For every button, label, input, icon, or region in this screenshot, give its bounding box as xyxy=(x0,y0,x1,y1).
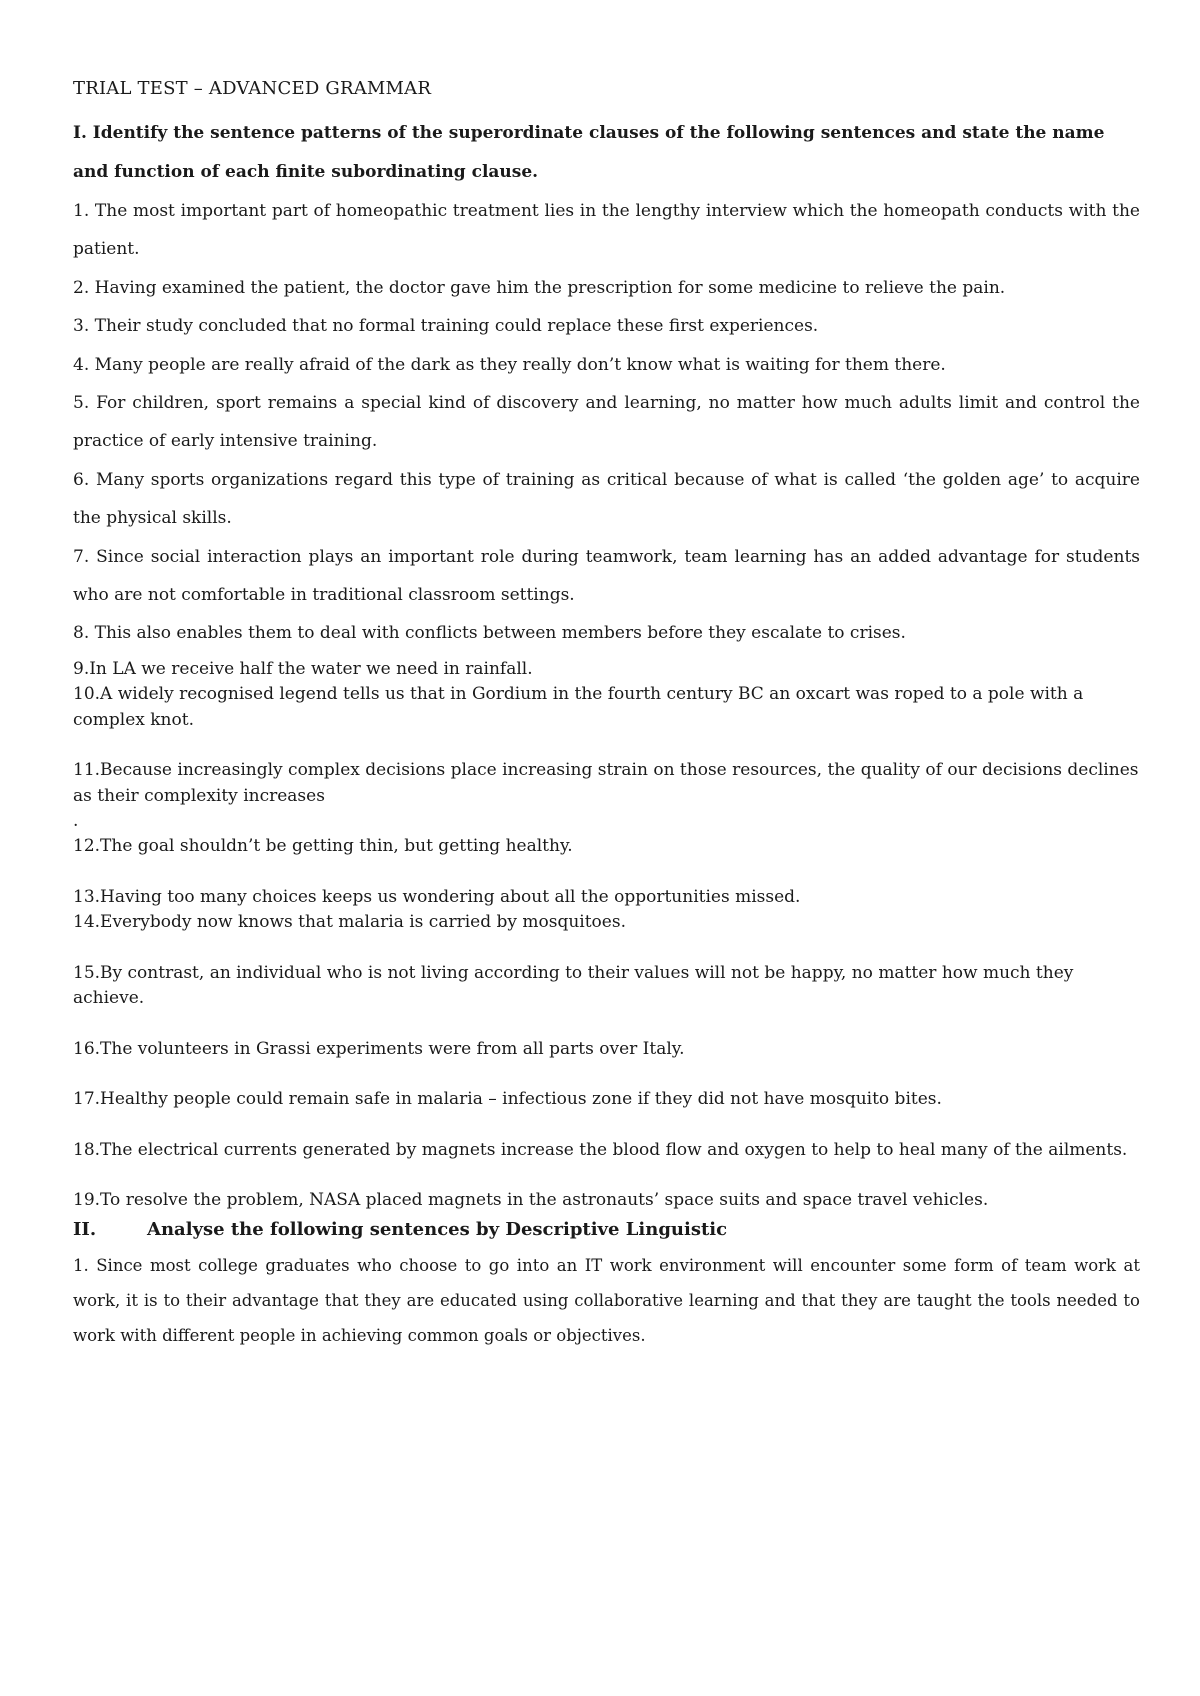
part2-sentence: 1. Since most college graduates who choose to go into an IT work environment will encounter some form of team work at work, it is to their advantage that they are educated using collaborative learning and that they are taught the tools needed to work with different people in achieving common goals or objectives. xyxy=(73,1255,1140,1345)
page-title: TRIAL TEST – ADVANCED GRAMMAR xyxy=(73,78,432,99)
question-item: 6. Many sports organizations regard this type of training as critical because of what is called ‘the golden age’ to acquire the physical skills. xyxy=(73,469,1140,529)
part2-heading-text: Analyse the following sentences by Descriptive Linguistic xyxy=(147,1218,728,1240)
question-item: 11.Because increasingly complex decisions place increasing strain on those resources, the quality of our decisions declines as their complexity increases xyxy=(73,760,1139,806)
part1-instructions: I. Identify the sentence patterns of the superordinate clauses of the following sentences and state the name and function of each finite subordinating clause. xyxy=(73,123,1105,182)
question-item: 5. For children, sport remains a special kind of discovery and learning, no matter how much adults limit and control the practice of early intensive training. xyxy=(73,393,1140,452)
question-item: 8. This also enables them to deal with conflicts between members before they escalate to crises. xyxy=(73,623,906,644)
part1-question-list-b xyxy=(73,657,1140,1214)
question-item: 7. Since social interaction plays an important role during teamwork, team learning has an added advantage for students who are not comfortable in traditional classroom settings. xyxy=(73,546,1140,606)
question-item: 10.A widely recognised legend tells us that in Gordium in the fourth century BC an oxcart was roped to a pole with a complex knot. xyxy=(73,684,1084,730)
question-item: 2. Having examined the patient, the doctor gave him the prescription for some medicine to relieve the pain. xyxy=(73,277,1006,298)
question-item: 9.In LA we receive half the water we need in rainfall. xyxy=(73,658,533,679)
question-item: 12.The goal shouldn’t be getting thin, but getting healthy. xyxy=(73,836,573,857)
question-item: 19.To resolve the problem, NASA placed magnets in the astronauts’ space suits and space travel vehicles. xyxy=(73,1190,989,1211)
question-item: 4. Many people are really afraid of the dark as they really don’t know what is waiting for them there. xyxy=(73,354,946,375)
stray-period: . xyxy=(73,811,79,832)
part2-number: II. xyxy=(73,1218,97,1240)
part1-question-list-a xyxy=(73,192,1140,653)
question-item: 1. The most important part of homeopathic treatment lies in the lengthy interview which the homeopath conducts with the patient. xyxy=(73,201,1140,260)
question-item: 3. Their study concluded that no formal training could replace these first experiences. xyxy=(73,316,819,337)
question-item: 17.Healthy people could remain safe in malaria – infectious zone if they did not have mosquito bites. xyxy=(73,1089,942,1110)
part2-heading xyxy=(73,1216,1140,1244)
question-item: 16.The volunteers in Grassi experiments were from all parts over Italy. xyxy=(73,1038,685,1059)
question-item: 14.Everybody now knows that malaria is carried by mosquitoes. xyxy=(73,912,626,933)
question-item: 13.Having too many choices keeps us wondering about all the opportunities missed. xyxy=(73,886,801,907)
question-item: 18.The electrical currents generated by magnets increase the blood flow and oxygen to help to heal many of the ailments. xyxy=(73,1139,1128,1160)
question-item: 15.By contrast, an individual who is not living according to their values will not be happy, no matter how much they achieve. xyxy=(73,962,1074,1009)
